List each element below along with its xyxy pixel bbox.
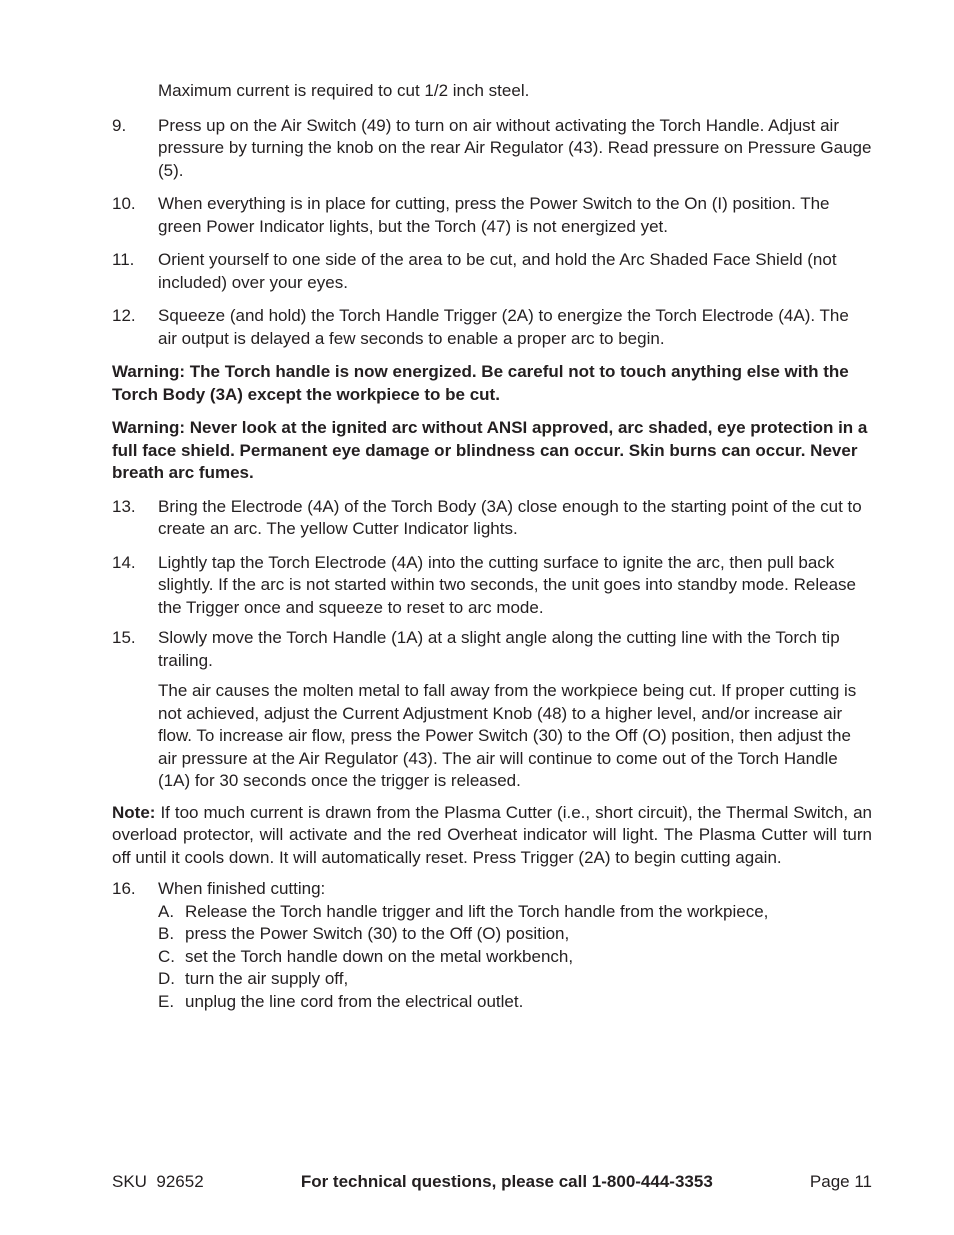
sub-step-letter: E. [158, 991, 175, 1011]
step-number: 14. [112, 552, 136, 572]
warning-energized: Warning: The Torch handle is now energized. Be careful not to touch anything else with the Torch Body (3A) except the workpiece to be cut. [112, 362, 849, 404]
step-15 [112, 627, 872, 672]
step-number: 16. [112, 879, 136, 898]
step-11 [112, 249, 872, 294]
note-label: Note: [112, 802, 156, 822]
sub-step-text: Release the Torch handle trigger and lift the Torch handle from the workpiece, [185, 901, 769, 921]
sub-step-c [158, 946, 872, 969]
sub-step-text: press the Power Switch (30) to the Off (O) position, [185, 924, 570, 943]
step-number: 12. [112, 306, 136, 325]
step-10 [112, 193, 872, 238]
footer-sku: SKU 92652 [112, 1172, 204, 1191]
step-9 [112, 115, 872, 183]
step-text: When finished cutting: [158, 879, 326, 898]
step-15-paragraph: The air causes the molten metal to fall away from the workpiece being cut. If proper cutting is not achieved, adjust the Current Adjustment Knob (48) to a higher level, and/or increase air flow. To increase air flow, press the Power Switch (30) to the Off (O) position, then adjust the air pressure at the Air Regulator (43). The air will continue to come out of the Torch Handle (1A) for 30 seconds once the trigger is released. [158, 681, 857, 790]
intro-line: Maximum current is required to cut 1/2 inch steel. [158, 81, 530, 100]
sub-step-letter: C. [158, 946, 175, 966]
sub-step-text: unplug the line cord from the electrical outlet. [185, 991, 524, 1011]
note-paragraph [112, 802, 872, 870]
step-12 [112, 305, 872, 350]
step-number: 15. [112, 628, 136, 647]
step-text: Squeeze (and hold) the Torch Handle Trigger (2A) to energize the Torch Electrode (4A). The air output is delayed a few seconds to enable a proper arc to begin. [158, 306, 849, 348]
sub-step-text: set the Torch handle down on the metal workbench, [185, 946, 574, 966]
step-number: 10. [112, 194, 136, 213]
sub-step-letter: B. [158, 924, 175, 943]
step-number: 11. [112, 250, 135, 269]
step-text: Orient yourself to one side of the area to be cut, and hold the Arc Shaded Face Shield (not included) over your eyes. [158, 250, 837, 292]
footer-support-phone: For technical questions, please call 1-800-444-3353 [300, 1172, 713, 1191]
page-footer [112, 1171, 872, 1194]
note-text: If too much current is drawn from the Plasma Cutter (i.e., short circuit), the Thermal Switch, an overload protector, will activate and the red Overheat indicator will light. The Plasma Cutter will turn off until it cools down. It will automatically reset. Press Trigger (2A) to begin cutting again. [112, 802, 872, 867]
step-16-body [158, 878, 872, 1013]
sub-step-b [158, 923, 872, 946]
step-text: Bring the Electrode (4A) of the Torch Body (3A) close enough to the starting point of the cut to create an arc. The yellow Cutter Indicator lights. [158, 496, 862, 538]
step-text: Press up on the Air Switch (49) to turn on air without activating the Torch Handle. Adjust air pressure by turning the knob on the rear Air Regulator (43). Read pressure on Pressure Gauge (5). [158, 115, 872, 180]
sub-step-text: turn the air supply off, [185, 969, 349, 988]
step-number: 9. [112, 115, 127, 135]
step-text: Lightly tap the Torch Electrode (4A) into the cutting surface to ignite the arc, then pull back slightly. If the arc is not started within two seconds, the unit goes into standby mode. Release the Trigger once and squeeze to reset to arc mode. [158, 552, 857, 617]
warning-eye-protection: Warning: Never look at the ignited arc without ANSI approved, arc shaded, eye protection in a full face shield. Permanent eye damage or blindness can occur. Skin burns can occur. Never breath arc fumes. [112, 418, 868, 482]
step-text: Slowly move the Torch Handle (1A) at a slight angle along the cutting line with the Torch tip trailing. [158, 628, 840, 670]
sub-step-e [158, 991, 872, 1014]
step-13 [112, 496, 872, 541]
step-text: When everything is in place for cutting, press the Power Switch to the On (I) position. The green Power Indicator lights, but the Torch (47) is not energized yet. [158, 194, 830, 236]
sub-step-a [158, 901, 872, 924]
sub-step-d [158, 968, 872, 991]
step-16 [112, 878, 872, 1013]
page-content [112, 80, 872, 1013]
step-14 [112, 552, 872, 620]
sub-step-letter: D. [158, 969, 175, 988]
sub-step-letter: A. [158, 901, 175, 921]
step-number: 13. [112, 496, 136, 516]
footer-page-number: Page 11 [809, 1172, 872, 1191]
